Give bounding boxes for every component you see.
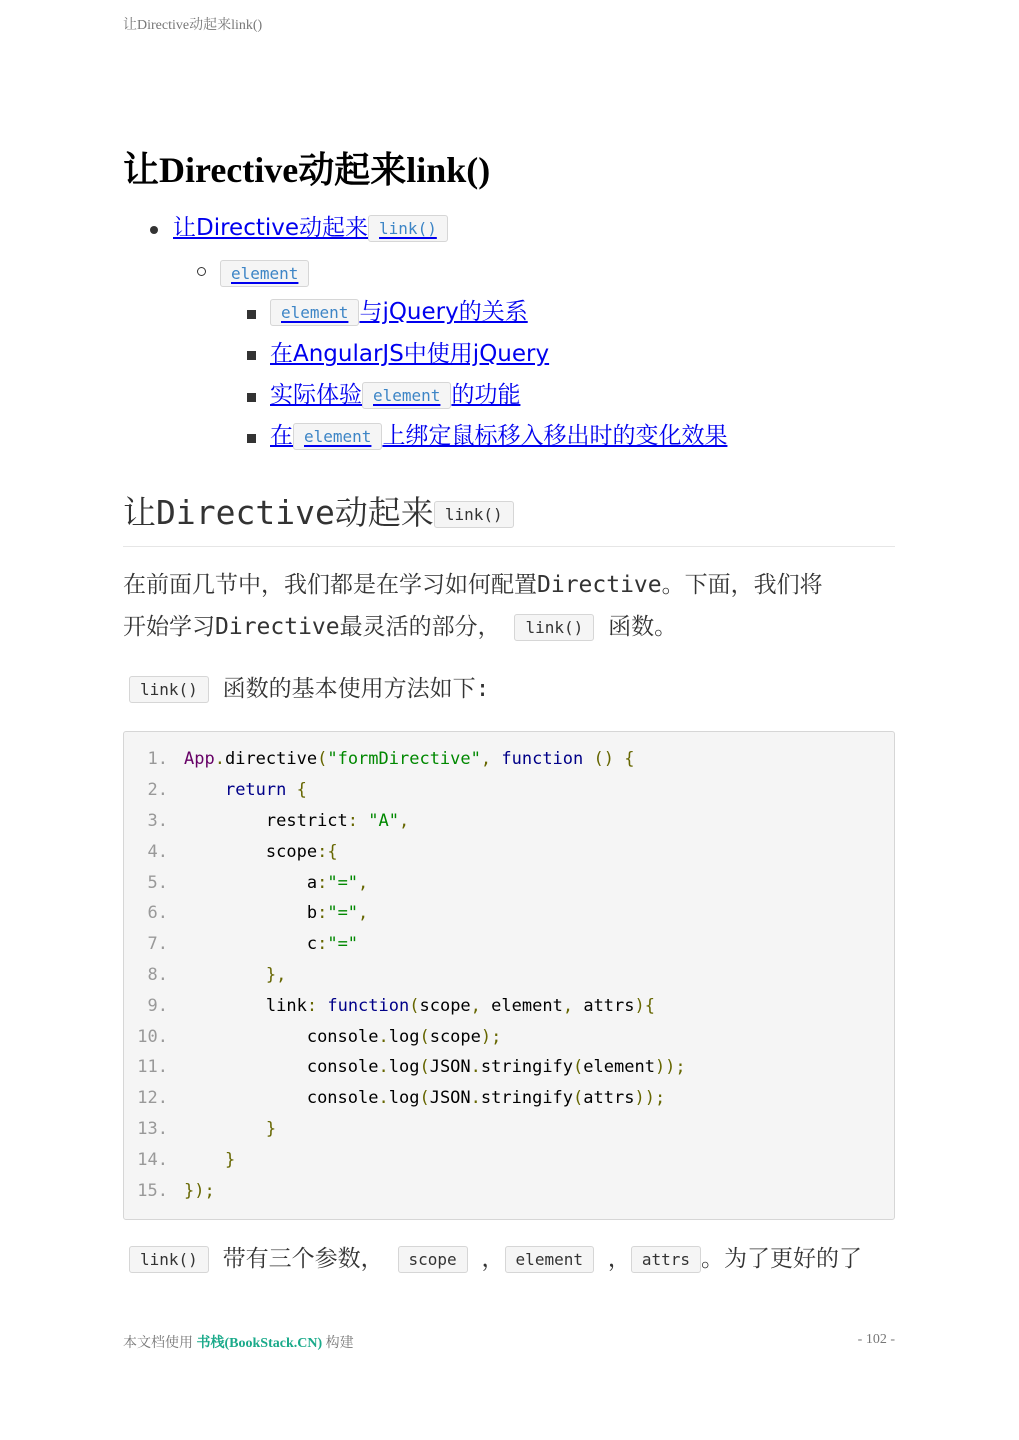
params-paragraph: link() 带有三个参数， scope ， element ， attrs 。为了更好的了 (129, 1238, 901, 1281)
toc-item-element[interactable] (220, 257, 309, 290)
toc-item-angularjs-jquery[interactable] (270, 338, 549, 370)
code-line: 8. }, (147, 965, 287, 985)
code-line: 9. link: function(scope, element, attrs){ (147, 996, 655, 1016)
bullet-square-icon (247, 434, 256, 443)
code-line: 4. scope:{ (147, 842, 338, 862)
code-line: 15. }); (137, 1181, 215, 1201)
code-line: 3. restrict: "A", (147, 811, 410, 831)
bullet-square-icon (247, 310, 256, 319)
bullet-square-icon (247, 393, 256, 402)
bullet-square-icon (247, 351, 256, 360)
bullet-circle-icon (197, 267, 206, 276)
toc-item-element-function[interactable] (270, 379, 520, 412)
code-line: 7. c:"=" (147, 934, 359, 954)
code-line: 13. } (137, 1119, 277, 1139)
section-heading: 让Directive动起来 link() (123, 487, 895, 547)
bullet-disc-icon (150, 226, 158, 234)
toc-item-element-mouse[interactable] (270, 420, 727, 453)
code-line: 6. b:"=", (147, 903, 369, 923)
toc-link-element-function[interactable]: 实际体验 element 的功能 (270, 382, 521, 408)
page-number: - 102 - (857, 1332, 895, 1347)
toc-link-directive-link[interactable]: 让Directive动起来 link() (173, 215, 448, 241)
code-line: 2. return { (147, 780, 307, 800)
bookstack-link[interactable]: 书栈(BookStack.CN) (196, 1336, 323, 1351)
code-line: 12. console.log(JSON.stringify(attrs)); (137, 1088, 666, 1108)
toc-item-element-jquery[interactable] (270, 296, 528, 329)
usage-paragraph: link() 函数的基本使用方法如下: (129, 668, 901, 711)
page-title: 让Directive动起来link() (123, 150, 491, 190)
toc-link-element[interactable]: element (220, 260, 309, 286)
code-line: 5. a:"=", (147, 873, 369, 893)
intro-paragraph: 在前面几节中，我们都是在学习如何配置Directive。下面，我们将 开始学习Directive最灵活的部分， link() 函数。 (123, 572, 823, 640)
toc-link-element-jquery[interactable]: element 与jQuery的关系 (270, 299, 528, 325)
code-block (123, 731, 895, 1220)
running-header: 让Directive动起来link() (123, 18, 263, 33)
code-line: 11. console.log(JSON.stringify(element)); (137, 1057, 686, 1077)
code-line: 1. App.directive("formDirective", function () { (147, 749, 635, 769)
footer-credit: 本文档使用 书栈(BookStack.CN) 构建 (123, 1336, 354, 1351)
code-line: 10. console.log(scope); (137, 1027, 502, 1047)
toc-link-element-mouse[interactable]: 在 element 上绑定鼠标移入移出时的变化效果 (270, 423, 728, 449)
toc-link-angularjs-jquery[interactable]: 在AngularJS中使用jQuery (270, 341, 550, 367)
code-line: 14. } (137, 1150, 236, 1170)
toc-item-level1[interactable] (173, 212, 448, 245)
